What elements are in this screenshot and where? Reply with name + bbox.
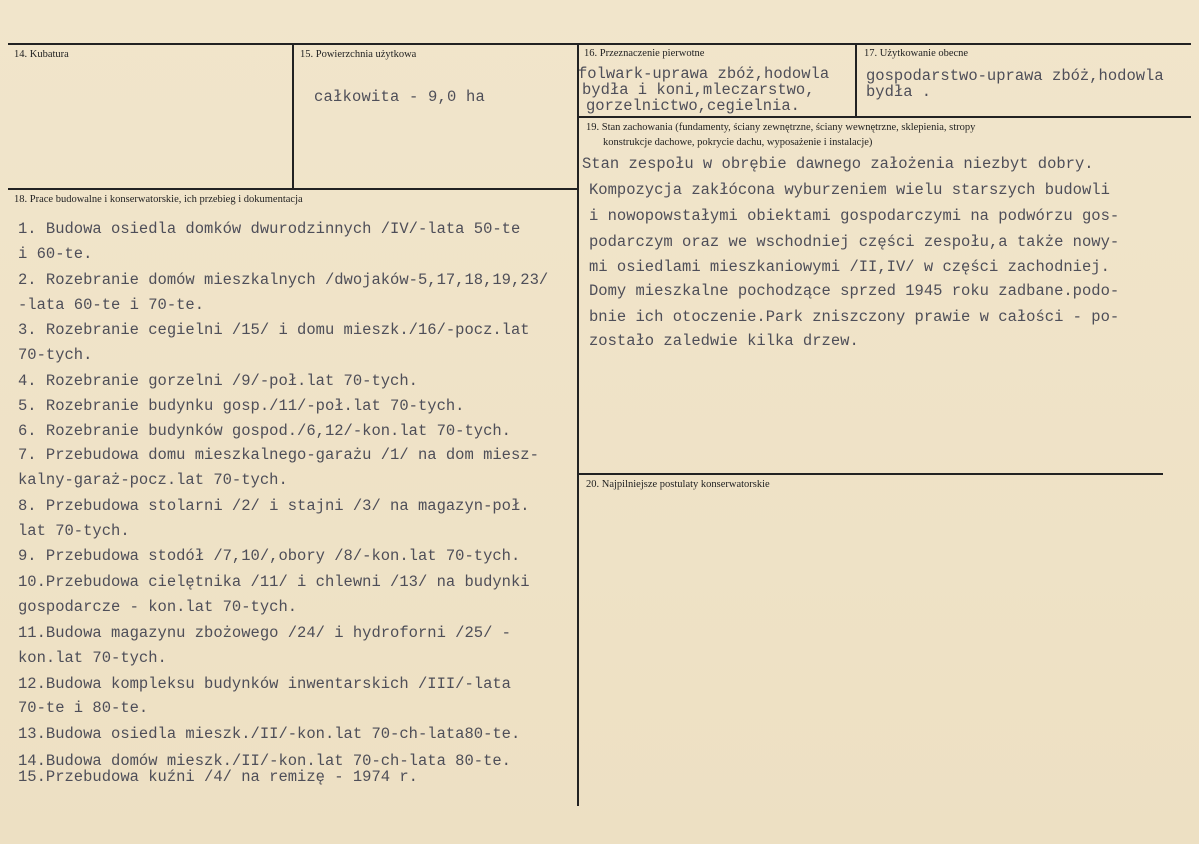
rule-under-19: [577, 473, 1163, 475]
field-18-line: 2. Rozebranie domów mieszkalnych /dwojaków-5,17,18,19,23/: [18, 271, 549, 289]
divider-14-15: [292, 44, 294, 188]
field-18-line: 5. Rozebranie budynku gosp./11/-poł.lat 70-tych.: [18, 397, 465, 415]
field-19-line: Kompozycja zakłócona wyburzeniem wielu starszych budowli: [589, 181, 1110, 199]
field-18-line: 3. Rozebranie cegielni /15/ i domu mieszk./16/-pocz.lat: [18, 321, 530, 339]
field-18-label: 18. Prace budowalne i konserwatorskie, ich przebieg i dokumentacja: [14, 194, 303, 205]
field-17-label: 17. Użytkowanie obecne: [864, 48, 969, 59]
field-16-line: gorzelnictwo,cegielnia.: [586, 97, 800, 115]
field-16-line: bydła i koni,mleczarstwo,: [582, 81, 815, 99]
field-18-line: -lata 60-te i 70-te.: [18, 296, 205, 314]
field-18-line: kon.lat 70-tych.: [18, 649, 167, 667]
field-14-label: 14. Kubatura: [14, 49, 69, 60]
field-16-line: folwark-uprawa zbóż,hodowla: [578, 65, 830, 83]
rule-under-14-15: [8, 188, 578, 190]
divider-main: [577, 44, 579, 806]
field-19-line: Domy mieszkalne pochodzące sprzed 1945 roku zadbane.podo-: [589, 282, 1120, 300]
field-19-label-cont: konstrukcje dachowe, pokrycie dachu, wyposażenie i instalacje): [603, 137, 873, 148]
field-20-label: 20. Najpilniejsze postulaty konserwatorskie: [586, 479, 770, 490]
field-19-line: bnie ich otoczenie.Park zniszczony prawie w całości - po-: [589, 308, 1120, 326]
field-18-line: 9. Przebudowa stodół /7,10/,obory /8/-kon.lat 70-tych.: [18, 547, 521, 565]
field-18-line: 14.Budowa domów mieszk./II/-kon.lat 70-ch-lata 80-te.: [18, 752, 511, 770]
field-18-line: 70-tych.: [18, 346, 93, 364]
field-17-line: bydła .: [866, 83, 932, 101]
field-18-line: 11.Budowa magazynu zbożowego /24/ i hydroforni /25/ -: [18, 624, 511, 642]
field-18-line: 4. Rozebranie gorzelni /9/-poł.lat 70-tych.: [18, 372, 418, 390]
field-19-line: Stan zespołu w obrębie dawnego założenia niezbyt dobry.: [582, 155, 1094, 173]
field-18-line: 13.Budowa osiedla mieszk./II/-kon.lat 70-ch-lata80-te.: [18, 725, 521, 743]
divider-16-17: [855, 44, 857, 116]
field-17-line: gospodarstwo-uprawa zbóż,hodowla: [866, 67, 1164, 85]
field-19-line: mi osiedlami mieszkaniowymi /II,IV/ w części zachodniej.: [589, 258, 1110, 276]
field-18-line: lat 70-tych.: [18, 522, 130, 540]
field-18-line: 10.Przebudowa cielętnika /11/ i chlewni /13/ na budynki: [18, 573, 530, 591]
field-18-line: 70-te i 80-te.: [18, 699, 149, 717]
field-16-label: 16. Przeznaczenie pierwotne: [584, 48, 705, 59]
field-19-line: i nowopowstałymi obiektami gospodarczymi na podwórzu gos-: [589, 207, 1120, 225]
field-19-line: zostało zaledwie kilka drzew.: [589, 332, 859, 350]
field-18-line: gospodarcze - kon.lat 70-tych.: [18, 598, 298, 616]
field-18-line: 7. Przebudowa domu mieszkalnego-garażu /1/ na dom miesz-: [18, 446, 539, 464]
field-19-label: 19. Stan zachowania (fundamenty, ściany zewnętrzne, ściany wewnętrzne, sklepienia, stropy: [586, 122, 976, 133]
field-18-line: 6. Rozebranie budynków gospod./6,12/-kon.lat 70-tych.: [18, 422, 511, 440]
rule-under-16-17: [577, 116, 1191, 118]
field-18-line: i 60-te.: [18, 245, 93, 263]
top-rule: [8, 43, 1191, 45]
field-19-line: podarczym oraz we wschodniej części zespołu,a także nowy-: [589, 233, 1120, 251]
field-18-line: kalny-garaż-pocz.lat 70-tych.: [18, 471, 288, 489]
field-18-line: 12.Budowa kompleksu budynków inwentarskich /III/-lata: [18, 675, 511, 693]
field-18-line: 15.Przebudowa kuźni /4/ na remizę - 1974 r.: [18, 768, 418, 786]
field-15-label: 15. Powierzchnia użytkowa: [300, 49, 417, 60]
field-18-line: 8. Przebudowa stolarni /2/ i stajni /3/ na magazyn-poł.: [18, 497, 530, 515]
field-18-line: 1. Budowa osiedla domków dwurodzinnych /IV/-lata 50-te: [18, 220, 521, 238]
field-15-value: całkowita - 9,0 ha: [314, 88, 486, 106]
